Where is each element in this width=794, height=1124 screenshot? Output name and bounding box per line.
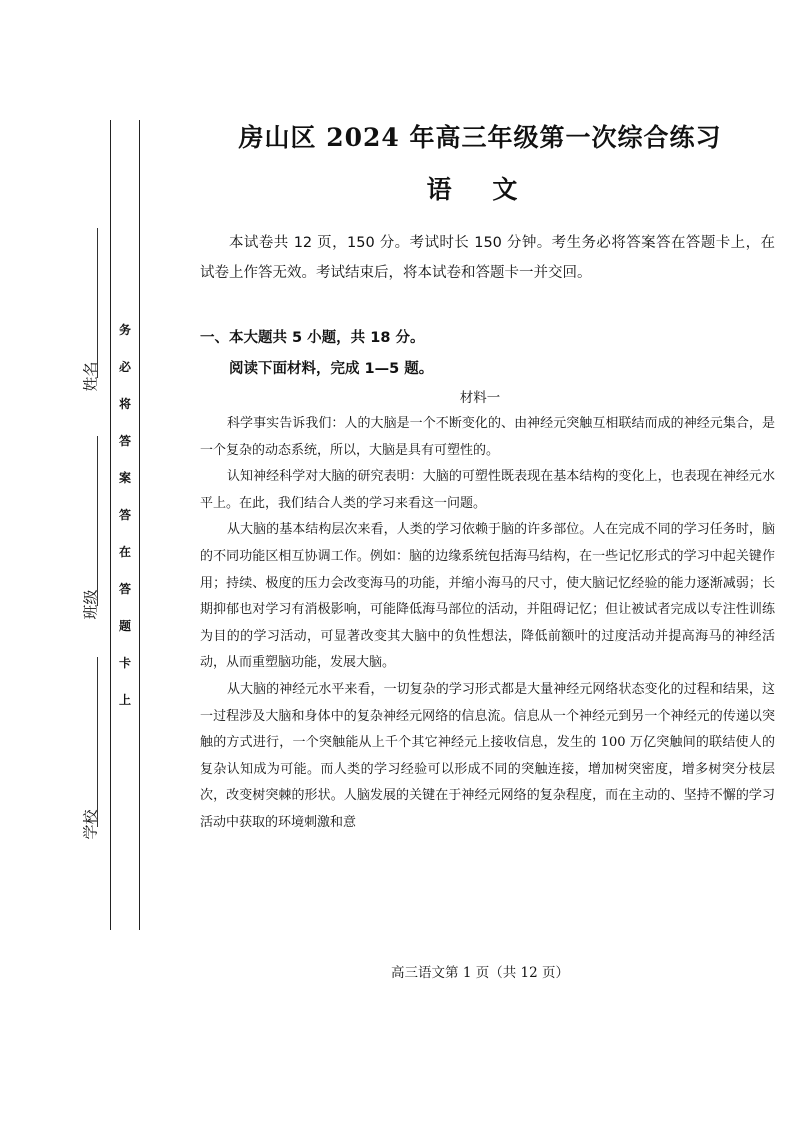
margin-inner-rule	[139, 120, 140, 930]
notice-char: 案	[118, 471, 131, 485]
class-label: 班级	[81, 589, 100, 620]
binding-notice	[114, 320, 136, 727]
material-text	[200, 411, 775, 837]
class-field-line	[97, 436, 98, 606]
notice-char: 上	[118, 693, 131, 707]
notice-char: 必	[118, 360, 131, 374]
page-footer: 高三语文第 1 页（共 12 页）	[391, 965, 569, 981]
exam-subject: 语 文	[426, 175, 534, 204]
notice-char: 在	[118, 545, 131, 559]
exam-title: 房山区 2024 年高三年级第一次综合练习	[238, 123, 722, 152]
notice-char: 答	[118, 434, 131, 448]
material-paragraph: 从大脑的神经元水平来看，一切复杂的学习形式都是大量神经元网络状态变化的过程和结果，这一过程涉及大脑和身体中的复杂神经元网络的信息流。信息从一个神经元到另一个神经元的传递以突触的方式进行，一个突触能从上千个其它神经元上接收信息，发生的 100 万亿突触间的联结使人的复杂认知成为可能。而人类的学习经验可以形成不同的突触连接，增加树突密度，增多树突分枝层次，改变树突棘的形状。人脑发展的关键在于神经元网络的复杂程度，而在主动的、坚持不懈的学习活动中获取的环境刺激和意	[200, 681, 775, 830]
notice-char: 答	[118, 582, 131, 596]
notice-char: 题	[118, 619, 131, 633]
notice-char: 答	[118, 508, 131, 522]
school-label: 学校	[81, 809, 100, 840]
material-title: 材料一	[459, 390, 501, 406]
notice-char: 卡	[118, 656, 131, 670]
material-paragraph: 认知神经科学对大脑的研究表明：大脑的可塑性既表现在基本结构的变化上，也表现在神经元水平上。在此，我们结合人类的学习来看这一问题。	[200, 469, 775, 511]
school-field-line	[97, 657, 98, 827]
margin-outer-rule	[110, 120, 111, 930]
name-label: 姓名	[81, 361, 100, 392]
notice-char: 将	[118, 397, 131, 411]
name-field-line	[97, 228, 98, 378]
exam-instructions: 本试卷共 12 页，150 分。考试时长 150 分钟。考生务必将答案答在答题卡上，在试卷上作答无效。考试结束后，将本试卷和答题卡一并交回。	[200, 235, 775, 281]
reading-instruction: 阅读下面材料，完成 1—5 题。	[229, 361, 434, 377]
material-paragraph: 科学事实告诉我们：人的大脑是一个不断变化的、由神经元突触互相联结而成的神经元集合，是一个复杂的动态系统，所以，大脑是具有可塑性的。	[200, 416, 775, 458]
section-heading: 一、本大题共 5 小题，共 18 分。	[200, 330, 425, 346]
notice-char: 务	[118, 323, 131, 337]
material-paragraph: 从大脑的基本结构层次来看，人类的学习依赖于脑的许多部位。人在完成不同的学习任务时，脑的不同功能区相互协调工作。例如：脑的边缘系统包括海马结构，在一些记忆形式的学习中起关键作用；持续、极度的压力会改变海马的功能，并缩小海马的尺寸，使大脑记忆经验的能力逐渐减弱；长期抑郁也对学习有消极影响，可能降低海马部位的活动，并阻碍记忆；但让被试者完成以专注性训练为目的的学习活动，可显著改变其大脑中的负性想法，降低前额叶的过度活动并提高海马的神经活动，从而重塑脑功能，发展大脑。	[200, 522, 775, 671]
